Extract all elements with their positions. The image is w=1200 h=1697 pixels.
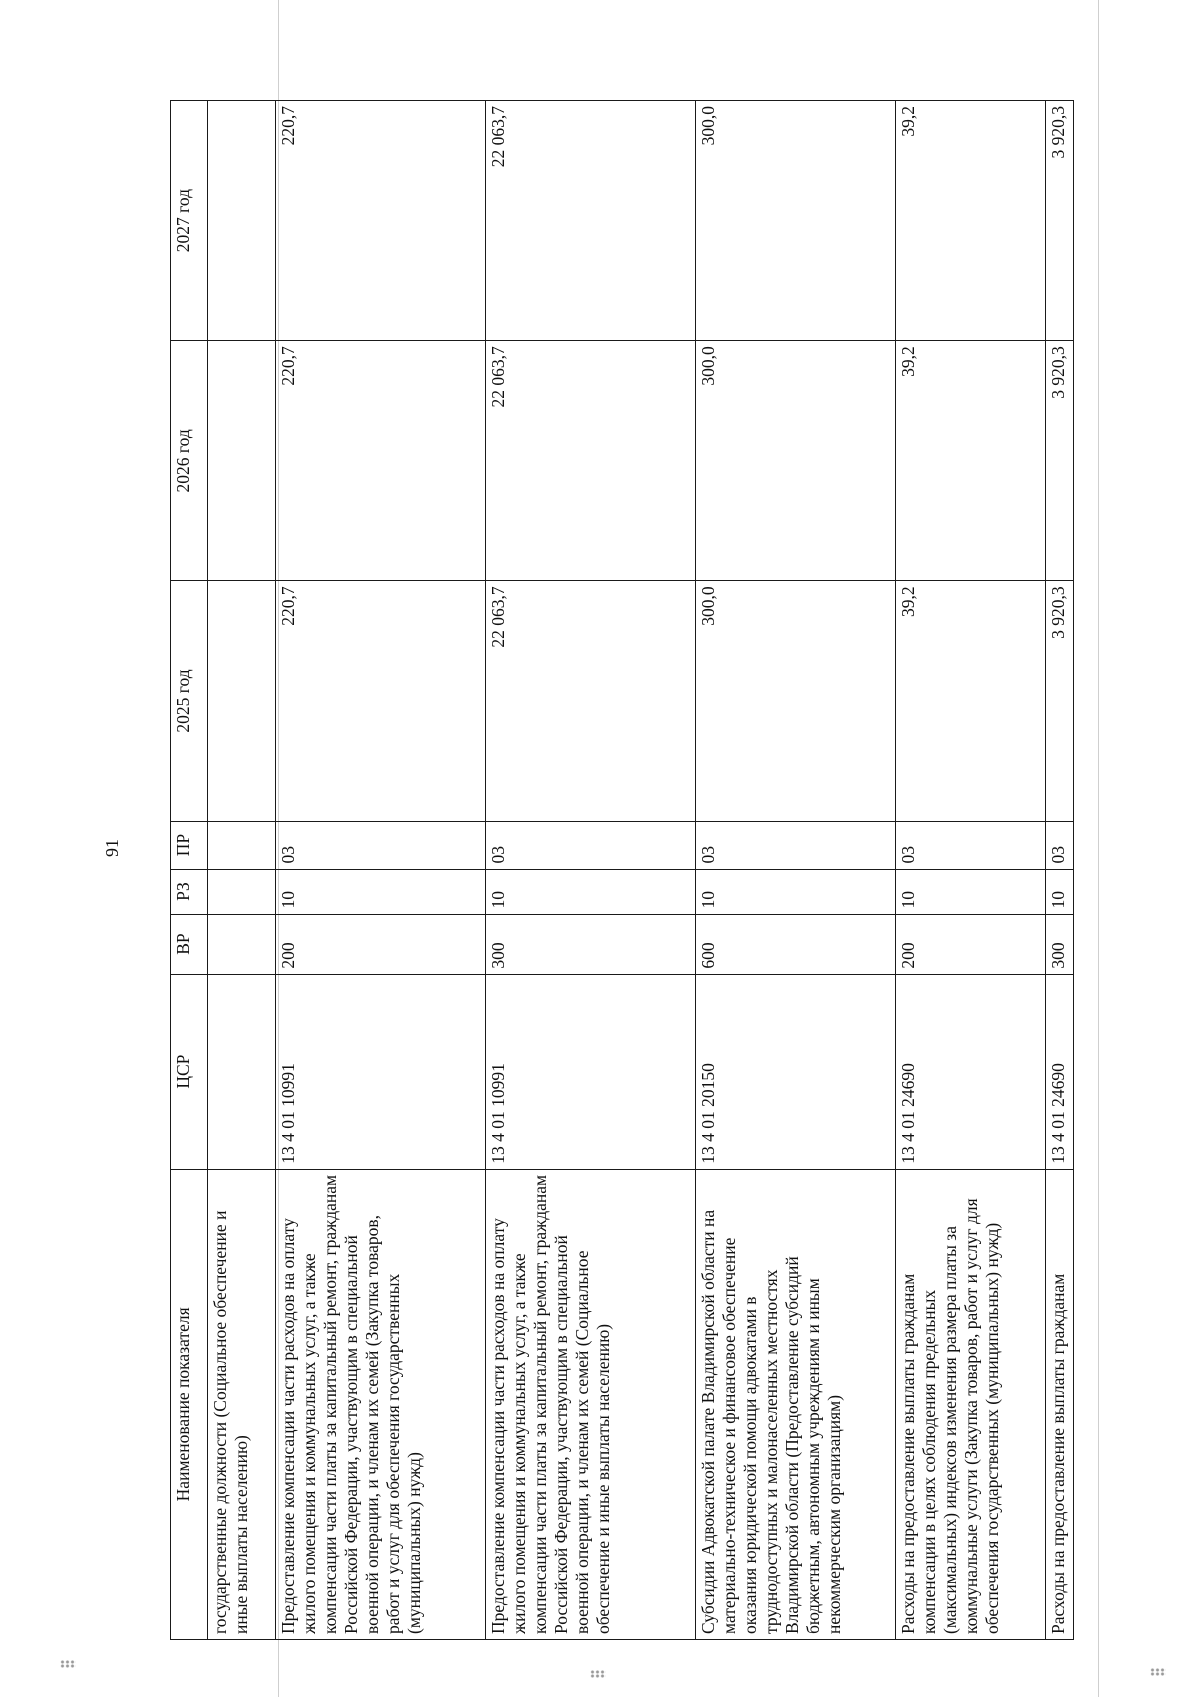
header-2025: 2025 год <box>171 581 208 821</box>
table-row <box>486 101 696 1640</box>
cell-name: государственные должности (Социальное обеспечение и иные выплаты населению) <box>208 1169 276 1639</box>
cell-2026 <box>208 341 276 581</box>
cell-pr: 03 <box>696 821 896 869</box>
cell-vr: 600 <box>696 914 896 974</box>
header-vr: ВР <box>171 914 208 974</box>
rotated-table-container <box>170 100 1080 1640</box>
cell-2027: 220,7 <box>276 101 486 341</box>
cell-name: Субсидии Адвокатской палате Владимирской области на материально-техническое и финансовое обеспечение оказания юридической помощи адвокатами в труднодоступных и малонаселенных местностях Владимирской области (Предоставление субсидий бюджетным, автономным учреждениям и иным некоммерческим организациям) <box>696 1169 896 1639</box>
cell-2026: 22 063,7 <box>486 341 696 581</box>
cell-2026: 39,2 <box>896 341 1046 581</box>
cell-name: Предоставление компенсации части расходов на оплату жилого помещения и коммунальных услуг, а также компенсации части платы за капитальный ремонт, гражданам Российской Федерации, участвующим в специальной военной операции, и членам их семей (Закупка товаров, работ и услуг для обеспечения государственных (муниципальных) нужд) <box>276 1169 486 1639</box>
cell-csr: 13 4 01 24690 <box>896 974 1046 1169</box>
cell-rz: 10 <box>276 869 486 914</box>
cell-2025: 300,0 <box>696 581 896 821</box>
cell-2025: 3 920,3 <box>1046 581 1074 821</box>
cell-2025: 22 063,7 <box>486 581 696 821</box>
cell-pr: 03 <box>896 821 1046 869</box>
header-2026: 2026 год <box>171 341 208 581</box>
cell-2027 <box>208 101 276 341</box>
table-row <box>276 101 486 1640</box>
scan-speck <box>590 1670 606 1678</box>
header-2027: 2027 год <box>171 101 208 341</box>
cell-2027: 22 063,7 <box>486 101 696 341</box>
page-number: 91 <box>102 839 122 857</box>
table-header-row <box>171 101 208 1640</box>
table-row <box>1046 101 1074 1640</box>
table-row <box>896 101 1046 1640</box>
scan-speck <box>60 1660 76 1668</box>
table-row <box>696 101 896 1640</box>
cell-2026: 3 920,3 <box>1046 341 1074 581</box>
header-name: Наименование показателя <box>171 1169 208 1639</box>
cell-pr: 03 <box>486 821 696 869</box>
cell-name: Расходы на предоставление выплаты гражданам <box>1046 1169 1074 1639</box>
cell-2026: 300,0 <box>696 341 896 581</box>
cell-name: Расходы на предоставление выплаты гражданам компенсации в целях соблюдения предельных (максимальных) индексов изменения размера платы за коммунальные услуги (Закупка товаров, работ и услуг для обеспечения государственных (муниципальных) нужд) <box>896 1169 1046 1639</box>
header-rz: РЗ <box>171 869 208 914</box>
cell-name: Предоставление компенсации части расходов на оплату жилого помещения и коммунальных услуг, а также компенсации части платы за капитальный ремонт, гражданам Российской Федерации, участвующим в специальной военной операции, и членам их семей (Социальное обеспечение и иные выплаты населению) <box>486 1169 696 1639</box>
cell-csr: 13 4 01 10991 <box>276 974 486 1169</box>
cell-rz: 10 <box>896 869 1046 914</box>
cell-vr: 300 <box>1046 914 1074 974</box>
cell-csr <box>208 974 276 1169</box>
cell-2027: 39,2 <box>896 101 1046 341</box>
cell-rz: 10 <box>696 869 896 914</box>
cell-2025: 39,2 <box>896 581 1046 821</box>
cell-pr <box>208 821 276 869</box>
cell-vr: 200 <box>276 914 486 974</box>
cell-rz: 10 <box>486 869 696 914</box>
scan-speck <box>1150 1668 1166 1676</box>
cell-csr: 13 4 01 10991 <box>486 974 696 1169</box>
header-csr: ЦСР <box>171 974 208 1169</box>
cell-pr: 03 <box>1046 821 1074 869</box>
cell-2025 <box>208 581 276 821</box>
cell-2027: 3 920,3 <box>1046 101 1074 341</box>
scan-right-edge <box>1098 0 1099 1697</box>
cell-vr <box>208 914 276 974</box>
header-pr: ПР <box>171 821 208 869</box>
cell-vr: 300 <box>486 914 696 974</box>
cell-pr: 03 <box>276 821 486 869</box>
cell-2027: 300,0 <box>696 101 896 341</box>
cell-2025: 220,7 <box>276 581 486 821</box>
budget-table <box>170 100 1074 1640</box>
cell-csr: 13 4 01 24690 <box>1046 974 1074 1169</box>
cell-rz <box>208 869 276 914</box>
table-row <box>208 101 276 1640</box>
cell-2026: 220,7 <box>276 341 486 581</box>
cell-csr: 13 4 01 20150 <box>696 974 896 1169</box>
cell-rz: 10 <box>1046 869 1074 914</box>
cell-vr: 200 <box>896 914 1046 974</box>
